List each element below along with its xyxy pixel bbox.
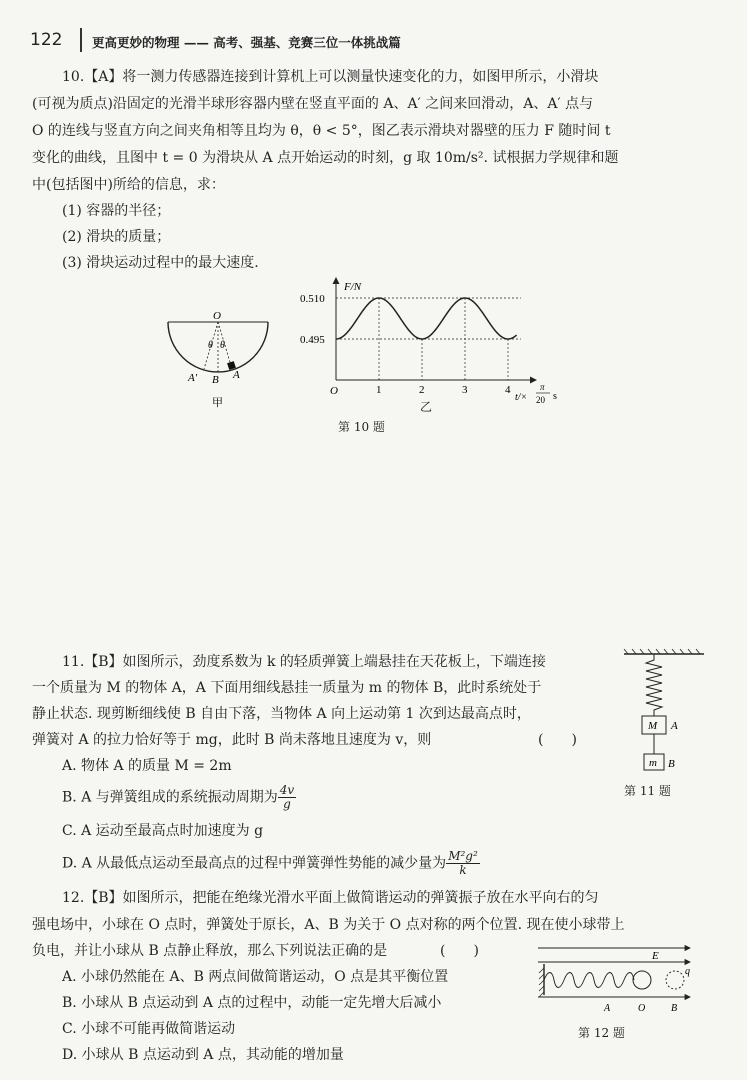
label-M: M — [648, 720, 658, 732]
q12-figure-caption: 第 12 题 — [578, 1026, 625, 1040]
x-axis-label-unit: s — [553, 391, 557, 402]
q12-option-a[interactable]: A. 小球仍然能在 A、B 两点间做简谐运动，O 点是其平衡位置 — [62, 969, 449, 985]
label-A-block: A — [671, 720, 678, 732]
q11-option-d[interactable] — [62, 850, 480, 877]
q10-line-5: 中(包括图中)所给的信息，求： — [32, 177, 225, 193]
q10-item-2: (2) 滑块的质量； — [62, 229, 171, 245]
q11-option-d-fraction — [446, 850, 480, 877]
label-q: q — [685, 966, 690, 977]
ball-dashed-position — [666, 971, 684, 989]
origin-label: O — [330, 385, 338, 397]
q10-line-2: (可视为质点)沿固定的光滑半球形容器内壁在竖直平面的 A、A′ 之间来回滑动，A、A′ 点与 — [32, 96, 594, 112]
label-B-block: B — [668, 758, 675, 770]
q11-option-b-den: g — [283, 797, 291, 811]
q11-option-b-fraction — [278, 784, 296, 811]
q11-option-b-num: 4v — [279, 783, 295, 797]
label-O: O — [213, 310, 221, 322]
q11-line-2: 一个质量为 M 的物体 A，A 下面用细线悬挂一质量为 m 的物体 B，此时系统处于 — [32, 680, 542, 696]
label-E: E — [652, 950, 659, 962]
q12-line-3: 负电，并让小球从 B 点静止释放，那么下列说法正确的是 — [32, 943, 388, 959]
q11-option-a[interactable]: A. 物体 A 的质量 M = 2m — [62, 758, 232, 774]
x-axis-label-prefix: t/× — [515, 392, 528, 403]
q11-line-3: 静止状态. 现剪断细线使 B 自由下落，当物体 A 向上运动第 1 次到达最高点时， — [32, 706, 531, 722]
q12-answer-blank[interactable]: ( ) — [440, 943, 479, 959]
force-time-chart — [290, 272, 570, 412]
q11-option-d-text: D. A 从最低点运动至最高点的过程中弹簧弹性势能的减少量为 — [62, 855, 447, 872]
caption-yi: 乙 — [420, 400, 433, 414]
label-A-pos: A — [604, 1003, 611, 1014]
q12-option-c[interactable]: C. 小球不可能再做简谐运动 — [62, 1021, 236, 1037]
book-title: 更高更妙的物理 —— 高考、强基、竞赛三位一体挑战篇 — [92, 35, 401, 50]
label-theta-left: θ — [208, 340, 213, 351]
q10-line-3: O 的连线与竖直方向之间夹角相等且均为 θ，θ < 5°，图乙表示滑块对器壁的压力 F 随时间 t — [32, 123, 611, 139]
label-O-pos: O — [638, 1003, 646, 1014]
q11-option-b[interactable] — [62, 784, 296, 811]
y-tick-label-0: 0.510 — [300, 293, 325, 305]
wall-hatch — [539, 968, 544, 997]
header-divider — [80, 28, 82, 52]
label-B-pos: B — [671, 1003, 678, 1014]
q10-line-4: 变化的曲线，且图中 t = 0 为滑块从 A 点开始运动的时刻，g 取 10m/s². 试根据力学规律和题 — [32, 150, 619, 166]
q11-option-d-num: M²g² — [448, 849, 478, 863]
q12-option-b[interactable]: B. 小球从 B 点运动到 A 点的过程中，动能一定先增大后减小 — [62, 995, 442, 1011]
q10-item-1: (1) 容器的半径； — [62, 203, 171, 219]
page-fade-overlay — [400, 1040, 560, 1080]
label-A-prime: A′ — [188, 372, 198, 384]
x-axis-label-num: π — [540, 382, 545, 392]
q12-line-1: 12.【B】如图所示，把能在绝缘光滑水平面上做简谐运动的弹簧振子放在水平向右的匀 — [62, 890, 599, 906]
q11-answer-blank[interactable]: ( ) — [538, 732, 577, 748]
x-tick-label-3: 4 — [505, 384, 511, 396]
q10-line-1: 10.【A】将一测力传感器连接到计算机上可以测量快速变化的力，如图甲所示，小滑块 — [62, 69, 599, 85]
q11-line-4: 弹簧对 A 的拉力恰好等于 mg，此时 B 尚未落地且速度为 v，则 — [32, 732, 432, 748]
label-B: B — [212, 374, 219, 386]
y-tick-label-1: 0.495 — [300, 334, 325, 346]
force-curve — [336, 298, 517, 339]
q11-figure-caption: 第 11 题 — [624, 784, 671, 798]
bowl-figure — [160, 308, 275, 408]
caption-jia: 甲 — [212, 397, 223, 408]
q12-line-2: 强电场中，小球在 O 点时，弹簧处于原长，A、B 为关于 O 点对称的两个位置. 现在使小球带上 — [32, 917, 625, 933]
y-axis-label: F/N — [344, 281, 362, 293]
q12-option-d[interactable]: D. 小球从 B 点运动到 A 点，其动能的增加量 — [62, 1047, 344, 1063]
q11-line-1: 11.【B】如图所示，劲度系数为 k 的轻质弹簧上端悬挂在天花板上，下端连接 — [62, 654, 546, 670]
label-m: m — [649, 757, 657, 769]
ceiling-hatch — [624, 649, 700, 654]
q10-figure-caption: 第 10 题 — [338, 420, 385, 434]
coil-spring — [544, 973, 634, 988]
x-tick-label-0: 1 — [376, 384, 382, 396]
x-axis-label-den: 20 — [536, 395, 545, 405]
label-theta-right: θ — [220, 340, 225, 351]
page-number: 122 — [30, 30, 63, 50]
spring — [646, 654, 662, 716]
spring-figure — [618, 648, 708, 778]
ball — [633, 971, 651, 989]
q10-item-3: (3) 滑块运动过程中的最大速度. — [62, 255, 259, 271]
label-A: A — [233, 369, 240, 381]
oscillator-figure — [530, 940, 700, 1020]
q11-option-b-text: B. A 与弹簧组成的系统振动周期为 — [62, 789, 278, 806]
x-tick-label-2: 3 — [462, 384, 468, 396]
q11-option-d-den: k — [459, 863, 467, 877]
q11-option-c[interactable]: C. A 运动至最高点时加速度为 g — [62, 823, 264, 839]
x-tick-label-1: 2 — [419, 384, 425, 396]
